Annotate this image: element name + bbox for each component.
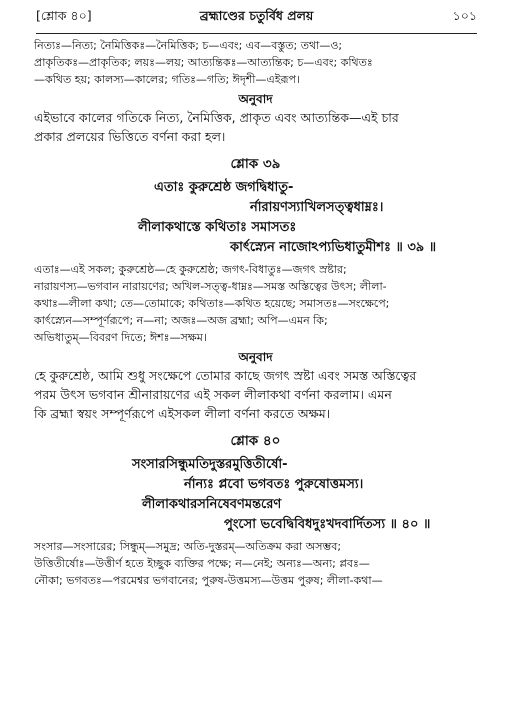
- header-rule: [36, 33, 477, 34]
- translation-block-39: [34, 366, 477, 423]
- header-verse-ref: [শ্লোক ৪০]: [36, 8, 92, 23]
- synonym-line: নৌকা; ভগবতঃ—পরমেশ্বর ভগবানের; পুরুষ-উত্তমস্য—উত্তম পুরুষ; লীলা-কথা—: [34, 574, 383, 587]
- translation-line: কি ব্রহ্মা স্বয়ং সম্পূর্ণরূপে এইসকল লীলা বর্ণনা করতে অক্ষম।: [34, 406, 331, 421]
- verse-line: র্নান্যঃ প্লবো ভগবতঃ পুরুষোত্তমস্য।: [184, 477, 364, 492]
- page-body: [34, 37, 477, 589]
- translation-line: এইভাবে কালের গতিকে নিত্য, নৈমিত্তিক, প্রাকৃত এবং আত্যন্তিক—এই চার: [34, 110, 399, 125]
- synonyms-block-39: [34, 261, 477, 346]
- page-number: ১০১: [452, 8, 477, 23]
- verse-line: পুংসো ভবেদ্বিবিধদুঃখদবার্দিতস্য ॥ ৪০ ॥: [224, 517, 431, 532]
- synonyms-block-40: [34, 538, 477, 589]
- translation-heading: অনুবাদ: [238, 92, 273, 106]
- synonym-line: নারায়ণস্য—ভগবান নারায়ণের; অখিল-সত্ত্ব-ধাম্নঃ—সমস্ত অস্তিত্বের উৎস; লীলা-: [34, 280, 387, 293]
- verse-40-title: শ্লোক ৪০: [230, 433, 281, 449]
- verse-line: কার্ৎস্ন্যেন নাজোঽপ্যভিধাতুমীশঃ ॥ ৩৯ ॥: [230, 240, 437, 255]
- header-chapter-title: ব্রহ্মাণ্ডের চতুর্বিধ প্রলয়: [199, 8, 314, 23]
- synonym-line: এতাঃ—এই সকল; কুরুশ্রেষ্ঠ—হে কুরুশ্রেষ্ঠ; জগৎ-বিধাতুঃ—জগৎ স্রষ্টার;: [34, 263, 347, 276]
- translation-line: হে কুরুশ্রেষ্ঠ, আমি শুধু সংক্ষেপে তোমার কাছে জগৎ স্রষ্টা এবং সমস্ত অস্তিত্বের: [34, 368, 417, 383]
- synonym-line: —কথিত হয়; কালস্য—কালের; গতিঃ—গতি; ঈদৃশী—এইরূপ।: [34, 73, 300, 86]
- translation-block-38: [34, 108, 477, 146]
- synonym-line: উত্তিতীর্ষোঃ—উত্তীর্ণ হতে ইচ্ছুক ব্যক্তির পক্ষে; ন—নেই; অন্যঃ—অন্য; প্লবঃ—: [34, 557, 370, 570]
- page-header: [36, 8, 477, 28]
- verse-line: এতাঃ কুরুশ্রেষ্ঠ জগদ্বিধাতু-: [154, 180, 294, 195]
- synonym-line: প্রাকৃতিকঃ—প্রাকৃতিক; লয়ঃ—লয়; আত্যন্তিকঃ—আত্যন্তিক; চ—এবং; কথিতঃ: [34, 56, 373, 69]
- synonyms-block-38: [34, 37, 477, 88]
- verse-39-text: [34, 174, 477, 258]
- synonym-line: কার্ৎস্ন্যেন—সম্পূর্ণরূপে; ন—না; অজঃ—অজ ব্রহ্মা; অপি—এমন কি;: [34, 314, 328, 327]
- synonym-line: অভিধাতুম্—বিবরণ দিতে; ঈশঃ—সক্ষম।: [34, 331, 207, 344]
- translation-heading: অনুবাদ: [238, 350, 273, 364]
- verse-line: লীলাকথারসনিষেবণমন্তরেণ: [142, 497, 282, 512]
- synonym-line: সংসার—সংসারের; সিন্ধুম্—সমুদ্র; অতি-দুস্তরম্—অতিক্রম করা অসম্ভব;: [34, 540, 342, 553]
- translation-line: প্রকার প্রলয়ের ভিত্তিতে বর্ণনা করা হল।: [34, 129, 226, 144]
- verse-39-title: শ্লোক ৩৯: [230, 156, 281, 172]
- verse-40-text: [34, 451, 477, 535]
- verse-line: র্নারায়ণস্যাখিলসত্ত্বধাম্নঃ।: [250, 200, 384, 215]
- synonym-line: কথাঃ—লীলা কথা; তে—তোমাকে; কথিতাঃ—কথিত হয়েছে; সমাসতঃ—সংক্ষেপে;: [34, 297, 390, 310]
- verse-line: সংসারসিন্ধুমতিদুস্তরমুত্তিতীর্ষো-: [132, 457, 288, 472]
- synonym-line: নিত্যঃ—নিত্য; নৈমিত্তিকঃ—নৈমিত্তিক; চ—এবং; এব—বস্তুত; তথা—ও;: [34, 39, 343, 52]
- translation-line: পরম উৎস ভগবান শ্রীনারায়ণের এই সকল লীলাকথা বর্ণনা করলাম। এমন: [34, 387, 392, 402]
- verse-line: লীলাকথাস্তে কথিতাঃ সমাসতঃ: [138, 220, 297, 235]
